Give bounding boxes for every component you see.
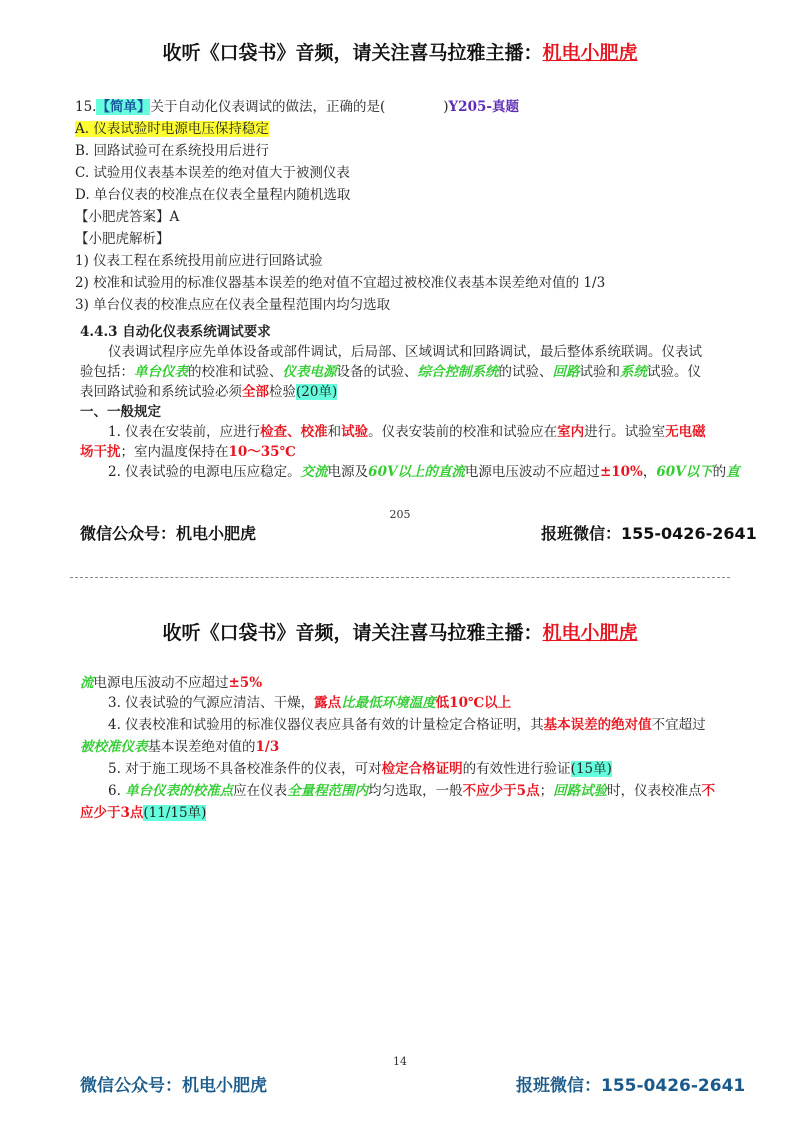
r6-k: 应少于3点 <box>80 805 144 821</box>
r4-a: 4. 仪表校准和试验用的标准仪器仪表应具备有效的计量检定合格证明，其 <box>108 717 544 733</box>
rule5 <box>108 759 612 779</box>
rule2-line1 <box>108 462 740 482</box>
r1-e: 。仪表安装前的校准和试验应在 <box>368 424 558 440</box>
p1-k: 系统 <box>620 364 647 380</box>
page1-footer-right: 报班微信：155-0426-2641 <box>541 524 757 543</box>
page1-number: 205 <box>389 508 411 521</box>
analysis-title: 【小肥虎解析】 <box>75 231 170 247</box>
r1-a: 1. 仪表在安装前，应进行 <box>108 424 261 440</box>
r4-f: 1/3 <box>255 739 280 755</box>
r1-c: 和 <box>327 424 342 440</box>
r6-e: 均匀选取，一般 <box>368 783 463 799</box>
p1-m: 表回路试验和系统试验必须 <box>80 384 242 400</box>
p1-p: (20单) <box>296 384 338 400</box>
l1-a: 流 <box>80 675 94 691</box>
l1-c: ±5% <box>228 675 263 691</box>
p1-d: 的校准和试验、 <box>188 364 283 380</box>
blank-close: ) <box>443 99 449 115</box>
p1-h: 的试验、 <box>498 364 553 380</box>
r6-l: (11/15单) <box>143 805 207 821</box>
header-brand: 机电小肥虎 <box>542 42 638 64</box>
r2-e: 电源电压波动不应超过 <box>464 464 600 480</box>
p2-line1 <box>80 673 262 693</box>
page2-header <box>0 618 800 645</box>
option-b: B. 回路试验可在系统投用后进行 <box>75 143 270 159</box>
p1-f: 设备的试验、 <box>336 364 418 380</box>
section-title: 4.4.3 自动化仪表系统调试要求 <box>80 324 271 340</box>
r4-c: 不宜超过 <box>651 717 706 733</box>
r1-k: 10～35℃ <box>228 444 296 460</box>
rule6-line2 <box>80 803 206 823</box>
rule4-line1 <box>108 715 706 735</box>
r1-b: 检查、校准 <box>260 424 328 440</box>
r4-e: 基本误差绝对值的 <box>147 739 256 755</box>
r3-b: 露点 <box>314 695 342 711</box>
r1-d: 试验 <box>341 424 369 440</box>
header-prefix-2: 收听《口袋书》音频，请关注喜马拉雅主播： <box>162 622 543 644</box>
r2-g: ， <box>642 464 657 480</box>
p1-i: 回路 <box>552 364 580 380</box>
r2-h: 60V以下 <box>656 464 713 480</box>
question-text: 关于自动化仪表调试的做法，正确的是( <box>150 99 386 115</box>
r6-d: 全量程范围内 <box>287 783 369 799</box>
p1-j: 试验和 <box>579 364 620 380</box>
r3-a: 3. 仪表试验的气源应清洁、干燥， <box>108 695 315 711</box>
r4-d: 被校准仪表 <box>80 739 148 755</box>
para1-line3 <box>80 382 337 402</box>
question-stem <box>75 97 519 117</box>
r4-b: 基本误差的绝对值 <box>543 717 652 733</box>
r1-i: 场干扰 <box>80 444 121 460</box>
difficulty-tag: 【简单】 <box>96 99 151 115</box>
r5-c: 的有效性进行验证 <box>462 761 571 777</box>
page2-footer-right: 报班微信：155-0426-2641 <box>516 1076 746 1096</box>
p1-n: 全部 <box>242 384 269 400</box>
r6-b: 单台仪表的校准点 <box>125 783 234 799</box>
rule6-line1 <box>108 781 715 801</box>
r2-b: 交流 <box>300 464 328 480</box>
r6-j: 不 <box>701 783 716 799</box>
general-title: 一、一般规定 <box>80 404 161 420</box>
p1-l: 试验。仪 <box>647 364 701 380</box>
option-a <box>75 119 269 139</box>
para1-line1: 仪表调试程序应先单体设备或部件调试，后局部、区域调试和回路调试，最后整体系统联调。仪表试 <box>108 344 702 360</box>
page2-number: 14 <box>393 1055 407 1068</box>
header-prefix: 收听《口袋书》音频，请关注喜马拉雅主播： <box>162 42 543 64</box>
rule3 <box>108 693 511 713</box>
r1-f: 室内 <box>557 424 585 440</box>
answer: 【小肥虎答案】A <box>75 209 180 225</box>
page2-footer-left: 微信公众号：机电小肥虎 <box>80 1076 267 1096</box>
r2-a: 2. 仪表试验的电源电压应稳定。 <box>108 464 301 480</box>
rule1-line1 <box>108 422 706 442</box>
page1-header <box>0 38 800 65</box>
analysis-2: 2) 校准和试验用的标准仪器基本误差的绝对值不宜超过被校准仪表基本误差绝对值的 1/3 <box>75 275 606 291</box>
p1-b: 验包括： <box>80 364 134 380</box>
para1-line2 <box>80 362 701 382</box>
r1-j: ；室内温度保持在 <box>120 444 229 460</box>
analysis-1: 1) 仪表工程在系统投用前应进行回路试验 <box>75 253 323 269</box>
r5-b: 检定合格证明 <box>381 761 463 777</box>
r2-c: 电源及 <box>327 464 369 480</box>
r1-h: 无电磁 <box>665 424 706 440</box>
r2-f: ±10% <box>599 464 643 480</box>
page1-footer-left: 微信公众号：机电小肥虎 <box>80 524 257 543</box>
l1-b: 电源电压波动不应超过 <box>93 675 229 691</box>
r1-g: 进行。试验室 <box>584 424 666 440</box>
r6-f: 不应少于5点 <box>462 783 540 799</box>
header-brand-2: 机电小肥虎 <box>542 622 638 644</box>
r6-c: 应在仪表 <box>233 783 288 799</box>
page-divider <box>70 577 730 578</box>
r5-d: (15单) <box>570 761 612 777</box>
r2-d: 60V以上的直流 <box>368 464 465 480</box>
rule4-line2 <box>80 737 279 757</box>
analysis-3: 3) 单台仪表的校准点应在仪表全量程范围内均匀选取 <box>75 297 391 313</box>
r6-h: 回路试验 <box>553 783 608 799</box>
option-c: C. 试验用仪表基本误差的绝对值大于被测仪表 <box>75 165 350 181</box>
option-d: D. 单台仪表的校准点在仪表全量程内随机选取 <box>75 187 351 203</box>
r2-j: 直 <box>726 464 740 480</box>
r6-a: 6. <box>108 783 126 799</box>
r6-i: 时，仪表校准点 <box>607 783 702 799</box>
question-number: 15. <box>75 99 97 115</box>
p1-e: 仪表电源 <box>282 364 337 380</box>
r2-i: 的 <box>712 464 727 480</box>
option-a-text: A. 仪表试验时电源电压保持稳定 <box>75 121 269 137</box>
r3-d: 低10℃以上 <box>435 695 512 711</box>
question-source: Y205-真题 <box>448 99 519 115</box>
r3-c: 比最低环境温度 <box>341 695 436 711</box>
p1-g: 综合控制系统 <box>417 364 499 380</box>
rule1-line2 <box>80 442 296 462</box>
p1-c: 单台仪表 <box>134 364 188 380</box>
p1-o: 检验 <box>269 384 296 400</box>
r6-g: ； <box>539 783 554 799</box>
r5-a: 5. 对于施工现场不具备校准条件的仪表，可对 <box>108 761 382 777</box>
